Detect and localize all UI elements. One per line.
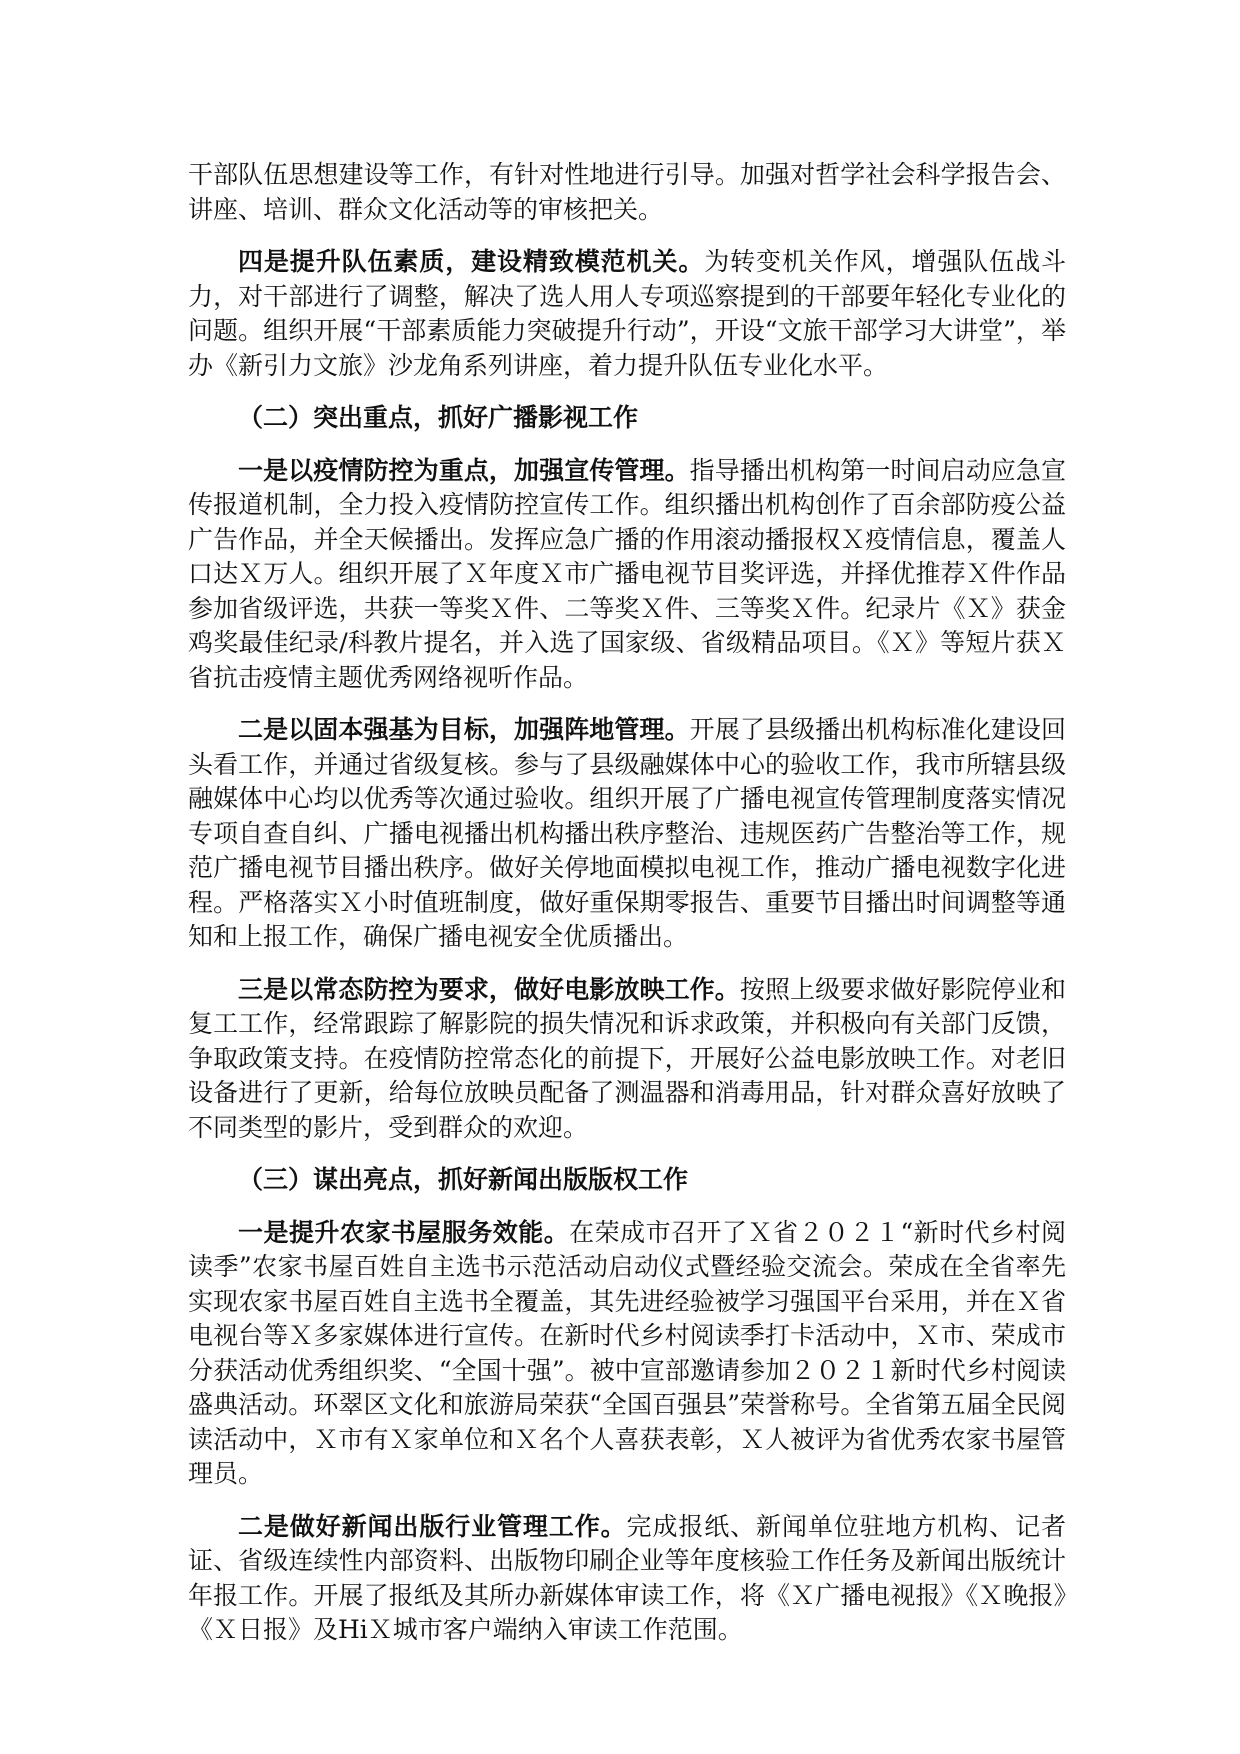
paragraph-text: 开展了县级播出机构标准化建设回头看工作，并通过省级复核。参与了县级融媒体中心的验收工作，我市所辖县级融媒体中心均以优秀等次通过验收。组织开展了广播电视宣传管理制度落实情况专项自查自纠、广播电视播出机构播出秩序整治、违规医药广告整治等工作，规范广播电视节目播出秩序。做好关停地面模拟电视工作，推动广播电视数字化进程。严格落实Ｘ小时值班制度，做好重保期零报告、重要节目播出时间调整等通知和上报工作，确保广播电视安全优质播出。 xyxy=(188,715,1066,951)
section-heading-broadcast: （二）突出重点，抓好广播影视工作 xyxy=(238,403,639,432)
paragraph-lead: 二是做好新闻出版行业管理工作。 xyxy=(238,1511,627,1541)
section-heading-press-publication: （三）谋出亮点，抓好新闻出版版权工作 xyxy=(238,1165,689,1194)
paragraph-text: 按照上级要求做好影院停业和复工工作，经常跟踪了解影院的损失情况和诉求政策，并积极向有关部门反馈，争取政策支持。在疫情防控常态化的前提下，开展好公益电影放映工作。对老旧设备进行了更新，给每位放映员配备了测温器和消毒用品，针对群众喜好放映了不同类型的影片，受到群众的欢迎。 xyxy=(188,974,1066,1142)
document-page xyxy=(188,158,1066,1666)
paragraph-lead: 一是以疫情防控为重点，加强宣传管理。 xyxy=(238,455,690,485)
paragraph-lead: 二是以固本强基为目标，加强阵地管理。 xyxy=(238,715,690,744)
paragraph-text: 在荣成市召开了Ｘ省２０２１“新时代乡村阅读季”农家书屋百姓自主选书示范活动启动仪式暨经验交流会。荣成在全省率先实现农家书屋百姓自主选书全覆盖，其先进经验被学习强国平台采用，并在Ｘ省电视台等Ｘ多家媒体进行宣传。在新时代乡村阅读季打卡活动中，Ｘ市、荣成市分获活动优秀组织奖、“全国十强”。被中宣部邀请参加２０２１新时代乡村阅读盛典活动。环翠区文化和旅游局荣获“全国百强县”荣誉称号。全省第五届全民阅读活动中，Ｘ市有Ｘ家单位和Ｘ名个人喜获表彰，Ｘ人被评为省优秀农家书屋管理员。 xyxy=(188,1217,1066,1488)
paragraph-film-screening xyxy=(188,973,1066,1146)
paragraph-text: 完成报纸、新闻单位驻地方机构、记者证、省级连续性内部资料、出版物印刷企业等年度核验工作任务及新闻出版统计年报工作。开展了报纸及其所办新媒体审读工作，将《Ｘ广播电视报》《Ｘ晚报》《Ｘ日报》及HiＸ城市客户端纳入审读工作范围。 xyxy=(188,1511,1066,1644)
paragraph-text: 干部队伍思想建设等工作，有针对性地进行引导。加强对哲学社会科学报告会、讲座、培训、群众文化活动等的审核把关。 xyxy=(188,160,1066,224)
paragraph-position-management xyxy=(188,713,1066,955)
paragraph-continuation xyxy=(188,158,1066,227)
paragraph-text: 指导播出机构第一时间启动应急宣传报道机制，全力投入疫情防控宣传工作。组织播出机构创作了百余部防疫公益广告作品，并全天候播出。发挥应急广播的作用滚动播报权Ｘ疫情信息，覆盖人口达Ｘ万人。组织开展了Ｘ年度Ｘ市广播电视节目奖评选，并择优推荐Ｘ件作品参加省级评选，共获一等奖Ｘ件、二等奖Ｘ件、三等奖Ｘ件。纪录片《Ｘ》获金鸡奖最佳纪录/科教片提名，并入选了国家级、省级精品项目。《Ｘ》等短片获Ｘ省抗击疫情主题优秀网络视听作品。 xyxy=(188,455,1066,692)
paragraph-epidemic-publicity xyxy=(188,454,1066,696)
paragraph-lead: 一是提升农家书屋服务效能。 xyxy=(238,1217,570,1247)
paragraph-lead: 三是以常态防控为要求，做好电影放映工作。 xyxy=(238,974,740,1004)
paragraph-team-quality xyxy=(188,245,1066,383)
paragraph-lead: 四是提升队伍素质，建设精致模范机关。 xyxy=(238,247,705,276)
paragraph-rural-library xyxy=(188,1216,1066,1492)
paragraph-press-industry xyxy=(188,1510,1066,1648)
paragraph-text: 为转变机关作风，增强队伍战斗力，对干部进行了调整，解决了选人用人专项巡察提到的干部要年轻化专业化的问题。组织开展“干部素质能力突破提升行动”，开设“文旅干部学习大讲堂”，举办《新引力文旅》沙龙角系列讲座，着力提升队伍专业化水平。 xyxy=(188,247,1066,380)
